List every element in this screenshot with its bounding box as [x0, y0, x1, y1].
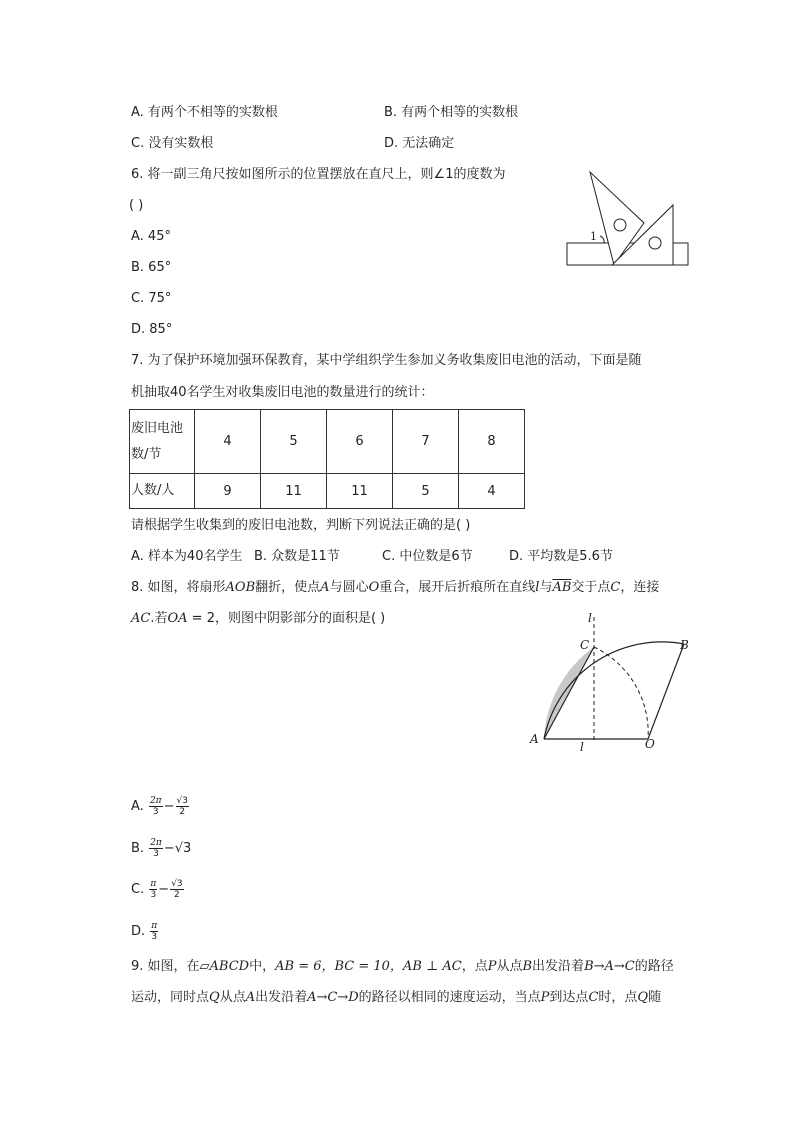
q6-option-d: D. 85°	[131, 322, 173, 337]
q7-stem-line1: 7. 为了保护环境加强环保教育，某中学组织学生参加义务收集废旧电池的活动，下面是随	[131, 353, 642, 368]
q6-option-b: B. 65°	[131, 260, 172, 275]
q8-stem-line1: 8. 如图，将扇形AOB翻折，使点A与圆心O重合，展开后折痕所在直线l与$\overline{AB}$交于点C，连接	[131, 580, 660, 595]
q6-figure	[560, 165, 695, 270]
fraction: $\frac{\pi}{3}$	[151, 921, 158, 942]
q7-option-c: C. 中位数是6节	[382, 549, 473, 564]
q7-stem-line2: 机抽取40名学生对收集废旧电池的数量进行的统计：	[131, 385, 434, 400]
q6-answer-paren: ( )	[129, 198, 144, 213]
fraction: $\frac{√3}{2}$	[176, 796, 188, 817]
angle-1-label: 1	[590, 230, 597, 243]
q5-option-a: A. 有两个不相等的实数根	[131, 105, 278, 120]
q7-option-d: D. 平均数是5.6节	[509, 549, 613, 564]
label-l-top: l	[588, 611, 592, 625]
table-cell: 4	[459, 474, 525, 509]
label-l-bottom: l	[580, 740, 584, 754]
table-cell: 9	[195, 474, 261, 509]
label-c: C	[580, 638, 590, 652]
fraction: $\frac{2\pi}{3}$	[150, 838, 162, 859]
table-cell: 4	[195, 410, 261, 474]
q8-option-d: D. $\frac{\pi}{3}$	[131, 921, 158, 942]
q5-option-d: D. 无法确定	[384, 136, 455, 151]
table-header-cell: 人数/人	[130, 474, 195, 509]
table-cell: 8	[459, 410, 525, 474]
q6-stem: 6. 将一副三角尺按如图所示的位置摆放在直尺上，则∠1的度数为	[131, 167, 506, 182]
label-a: A	[530, 732, 539, 746]
label-o: O	[645, 737, 655, 751]
fraction: $\frac{√3}{2}$	[171, 879, 183, 900]
table-cell: 7	[393, 410, 459, 474]
label-b: B	[680, 638, 689, 652]
segment-ac	[544, 647, 594, 739]
table-cell: 5	[393, 474, 459, 509]
q5-option-b: B. 有两个相等的实数根	[384, 105, 519, 120]
q7-option-b: B. 众数是11节	[254, 549, 340, 564]
table-row	[130, 410, 525, 474]
q5-option-c: C. 没有实数根	[131, 136, 214, 151]
q7-question: 请根据学生收集到的废旧电池数，判断下列说法正确的是( )	[131, 518, 471, 533]
q8-option-c: C. $\frac{\pi}{3}$ − $\frac{√3}{2}$	[131, 879, 183, 900]
table-cell: 5	[261, 410, 327, 474]
radius-ob	[648, 644, 684, 739]
q8-figure	[520, 605, 700, 755]
table-cell: 11	[327, 474, 393, 509]
q8-stem-line2: AC.若OA = 2，则图中阴影部分的面积是( )	[131, 611, 386, 626]
fraction: $\frac{2\pi}{3}$	[149, 796, 162, 817]
q9-stem-line1: 9. 如图，在▱ABCD中，AB = 6，BC = 10，AB ⊥ AC，点P从点B出发沿着B→A→C的路径	[131, 959, 674, 974]
q6-option-c: C. 75°	[131, 291, 172, 306]
q8-option-b: B. $\frac{2\pi}{3}$ −√3	[131, 838, 192, 859]
fraction: $\frac{\pi}{3}$	[150, 879, 157, 900]
q6-option-a: A. 45°	[131, 229, 171, 244]
q9-stem-line2: 运动，同时点Q从点A出发沿着A→C→D的路径以相同的速度运动，当点P到达点C时，点Q随	[131, 990, 662, 1005]
q7-option-a: A. 样本为40名学生	[131, 549, 243, 564]
sector-arc-ab	[544, 642, 684, 739]
table-row	[130, 474, 525, 509]
q7-statistics-table	[129, 409, 525, 509]
table-header-cell: 废旧电池 数/节	[130, 410, 195, 474]
table-cell: 6	[327, 410, 393, 474]
angle-1-arc	[600, 236, 604, 243]
table-cell: 11	[261, 474, 327, 509]
q8-option-a: A. $\frac{2\pi}{3}$ − $\frac{√3}{2}$	[131, 796, 188, 817]
folded-arc	[594, 647, 648, 739]
